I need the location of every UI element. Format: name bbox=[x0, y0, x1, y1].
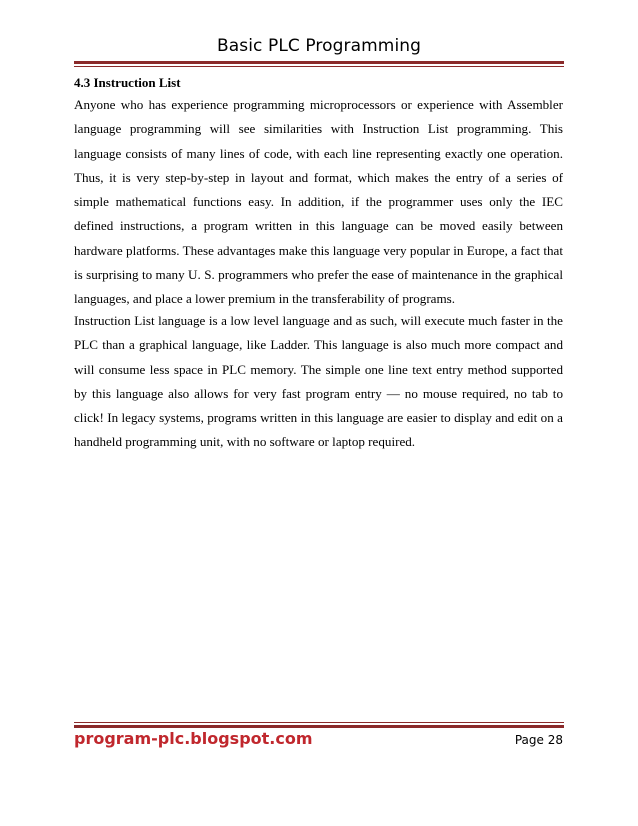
page-header-title: Basic PLC Programming bbox=[216, 36, 422, 56]
page-number: Page 28 bbox=[514, 733, 563, 747]
footer-rule-thick bbox=[74, 725, 564, 728]
paragraph-1: Anyone who has experience programming microprocessors or experience with Assembler language programming will see similarities with Instruction List programming. This language consists of many lines of code, with each line representing exactly one operation. Thus, it is very step-by-step in layout and format, which makes the entry of a series of simple mathematical functions easy. In addition, if the programmer uses only the IEC defined instructions, a program written in this language can be moved easily between hardware platforms. These advantages make this language very popular in Europe, a fact that is surprising to many U. S. programmers who prefer the ease of maintenance in the graphical languages, and place a lower premium in the transferability of programs. bbox=[74, 97, 563, 307]
paragraph-2: Instruction List language is a low level language and as such, will execute much faster in the PLC than a graphical language, like Ladder. This language is also much more compact and will consume less space in PLC memory. The simple one line text entry method supported by this language also allows for very fast program entry — no mouse required, no tab to click! In legacy systems, programs written in this language are easier to display and edit on a handheld programming unit, with no software or laptop required. bbox=[74, 313, 563, 450]
section-heading: 4.3 Instruction List bbox=[74, 75, 181, 90]
footer-rule-thin bbox=[74, 722, 564, 723]
footer-site-link[interactable]: program-plc.blogspot.com bbox=[74, 729, 313, 748]
header-rule-thick bbox=[74, 61, 564, 64]
header-rule-thin bbox=[74, 66, 564, 67]
